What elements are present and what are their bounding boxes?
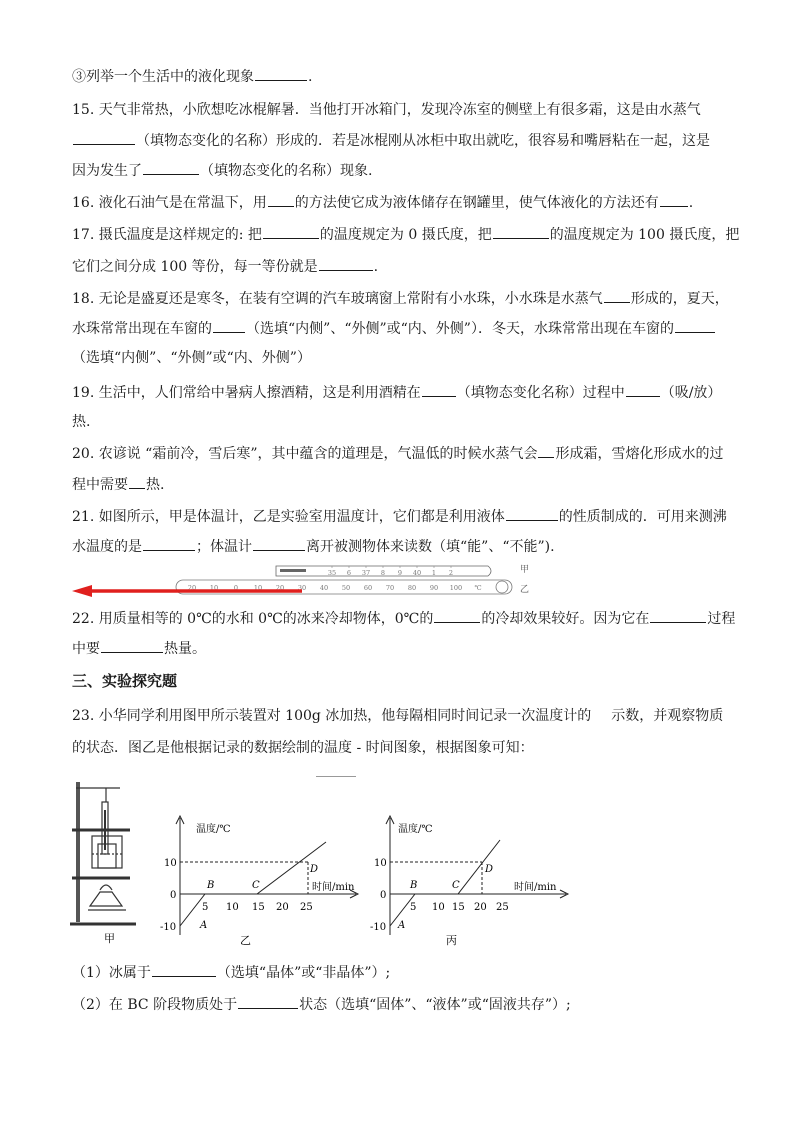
thermometers-figure — [70, 560, 540, 602]
yi-tick-label: 20 — [275, 584, 285, 592]
graph-bing-xtick: 25 — [496, 902, 509, 913]
answer-blank[interactable] — [263, 224, 319, 239]
answer-blank[interactable] — [101, 638, 163, 653]
q23-sub2: （2）在 BC 阶段物质处于 状态（选填“固体”、“液体”或“固液共存”）; — [72, 994, 722, 1015]
answer-blank[interactable] — [268, 192, 294, 207]
graph-yi-xtick: 15 — [252, 902, 265, 913]
yi-tick-label: 100 — [449, 584, 463, 592]
jia-tick-label: 35 — [327, 569, 337, 577]
answer-blank[interactable] — [319, 256, 373, 271]
q23-sub1: （1）冰属于 （选填“晶体”或“非晶体”）; — [72, 962, 722, 983]
yi-tick-label: 70 — [385, 584, 395, 592]
q15-line2: （填物态变化的名称）形成的．若是冰棍刚从冰柜中取出就吃，很容易和嘴唇粘在一起，这是 — [72, 130, 722, 151]
graph-yi-xlabel: 时间/min — [312, 882, 355, 893]
graph-yi-xtick: 25 — [300, 902, 313, 913]
answer-blank[interactable] — [650, 608, 706, 623]
divider — [316, 776, 356, 777]
q22-line2: 中要 热量。 — [72, 638, 722, 659]
heating-apparatus — [70, 780, 150, 948]
yi-tick-label: 60 — [363, 584, 373, 592]
point-label: C — [252, 880, 260, 891]
yi-tick-label: 50 — [341, 584, 351, 592]
graph-bing-label: 丙 — [446, 934, 457, 947]
jia-tick-label: 9 — [397, 569, 403, 577]
temperature-time-graph-bing — [370, 810, 580, 950]
answer-blank[interactable] — [255, 66, 307, 81]
graph-bing-xtick: 5 — [410, 902, 417, 913]
answer-blank[interactable] — [73, 130, 135, 145]
point-label: D — [485, 864, 494, 875]
point-label: B — [207, 880, 215, 891]
point-label: C — [452, 880, 460, 891]
yi-tick-label: ℃ — [474, 584, 482, 592]
jia-label: 甲 — [520, 565, 530, 575]
q18-line2: 水珠常常出现在车窗的 （选填“内侧”、“外侧”或“内、外侧”）．冬天，水珠常常出现在车窗的 — [72, 318, 722, 339]
jia-tick-label: 2 — [448, 569, 454, 577]
graph-bing-ytick: 0 — [380, 890, 387, 901]
graph-yi-xtick: 20 — [276, 902, 289, 913]
temperature-time-graph-yi — [160, 810, 370, 950]
yi-tick-label: 40 — [319, 584, 329, 592]
section-heading: 三、实验探究题 — [72, 672, 178, 690]
yi-label: 乙 — [520, 585, 530, 595]
jia-tick-label: 40 — [412, 569, 422, 577]
answer-blank[interactable] — [675, 318, 715, 333]
q23-line1: 23. 小华同学利用图甲所示装置对 100g 冰加热，他每隔相同时间记录一次温度计的 示数，并观察物质 — [72, 708, 724, 724]
jia-tick-label: 37 — [361, 569, 371, 577]
graph-yi-ytick: -10 — [160, 922, 177, 933]
q22-line1: 22. 用质量相等的 0℃的水和 0℃的冰来冷却物体，0℃的 的冷却效果较好。因为它在 过程 — [72, 608, 722, 629]
q19-line2: 热. — [72, 414, 91, 430]
answer-blank[interactable] — [152, 962, 216, 977]
graph-yi-ylabel: 温度/℃ — [196, 824, 231, 835]
point-label: A — [200, 920, 208, 931]
answer-blank[interactable] — [434, 608, 480, 623]
point-label: B — [410, 880, 418, 891]
answer-blank[interactable] — [143, 536, 195, 551]
q18-line3: （选填“内侧”、“外侧”或“内、外侧”） — [72, 350, 311, 366]
point-label: A — [398, 920, 406, 931]
answer-blank[interactable] — [626, 382, 660, 397]
answer-blank[interactable] — [253, 536, 305, 551]
graph-bing-ytick: -10 — [370, 922, 387, 933]
jia-tick-label: 6 — [346, 569, 352, 577]
answer-blank[interactable] — [660, 192, 688, 207]
graph-bing-ytick: 10 — [374, 858, 387, 869]
q21-line1: 21. 如图所示，甲是体温计，乙是实验室用温度计，它们都是利用液体 的性质制成的．可用来测沸 — [72, 506, 722, 527]
graph-bing-xlabel: 时间/min — [514, 882, 557, 893]
q19-line1: 19. 生活中，人们常给中暑病人擦酒精，这是利用酒精在 （填物态变化名称）过程中 （吸/放） — [72, 382, 722, 403]
q15-line1: 15. 天气非常热，小欣想吃冰棍解暑．当他打开冰箱门，发现冷冻室的侧壁上有很多霜，这是由水蒸气 — [72, 102, 701, 118]
answer-blank[interactable] — [143, 160, 199, 175]
q20-line1: 20. 农谚说 “霜前冷，雪后寒”，其中蕴含的道理是，气温低的时候水蒸气会 形成霜，雪熔化形成水的过 — [72, 443, 722, 464]
q18-line1: 18. 无论是盛夏还是寒冬，在装有空调的汽车玻璃窗上常附有小水珠，小水珠是水蒸气 形成的，夏天， — [72, 288, 722, 309]
yi-tick-label: 0 — [233, 584, 239, 592]
q15-line3: 因为发生了 （填物态变化的名称）现象. — [72, 160, 722, 181]
jia-tick-label: 1 — [431, 569, 437, 577]
answer-blank[interactable] — [422, 382, 456, 397]
graph-yi-ytick: 10 — [164, 858, 177, 869]
answer-blank[interactable] — [604, 288, 630, 303]
q17-line1: 17. 摄氏温度是这样规定的: 把 的温度规定为 0 摄氏度，把 的温度规定为 100 摄氏度，把 — [72, 224, 722, 245]
q14-item3: ③列举一个生活中的液化现象 . — [72, 66, 722, 87]
jia-tick-label: 8 — [380, 569, 386, 577]
graph-yi-ytick: 0 — [170, 890, 177, 901]
yi-tick-label: 80 — [407, 584, 417, 592]
q23-line2: 的状态．图乙是他根据记录的数据绘制的温度 - 时间图象，根据图象可知： — [72, 740, 534, 756]
graph-bing-xtick: 20 — [474, 902, 487, 913]
clinical-thermometer — [276, 566, 491, 577]
yi-tick-label: 90 — [429, 584, 439, 592]
answer-blank[interactable] — [538, 443, 554, 458]
q21-line2: 水温度的是 ；体温计 离开被测物体来读数（填“能”、“不能”). — [72, 536, 722, 557]
yi-tick-label: 20 — [187, 584, 197, 592]
graph-yi-xtick: 10 — [226, 902, 239, 913]
graph-bing-xtick: 15 — [452, 902, 465, 913]
q20-line2: 程中需要 热. — [72, 474, 722, 495]
graph-yi-label: 乙 — [240, 934, 251, 947]
answer-blank[interactable] — [506, 506, 558, 521]
graph-yi-xtick: 5 — [202, 902, 209, 913]
answer-blank[interactable] — [238, 994, 298, 1009]
graph-bing-ylabel: 温度/℃ — [398, 824, 433, 835]
point-label: D — [310, 864, 319, 875]
yi-tick-label: 10 — [209, 584, 219, 592]
answer-blank[interactable] — [213, 318, 245, 333]
red-arrow-icon — [72, 585, 92, 597]
q16: 16. 液化石油气是在常温下，用 的方法使它成为液体储存在钢罐里，使气体液化的方法还有 . — [72, 192, 722, 213]
yi-tick-label: 30 — [297, 584, 307, 592]
q17-line2: 它们之间分成 100 等份，每一等份就是 . — [72, 256, 722, 277]
graph-bing-xtick: 10 — [432, 902, 445, 913]
yi-tick-label: 10 — [253, 584, 263, 592]
answer-blank[interactable] — [493, 224, 549, 239]
apparatus-label: 甲 — [104, 932, 115, 945]
answer-blank[interactable] — [129, 474, 145, 489]
